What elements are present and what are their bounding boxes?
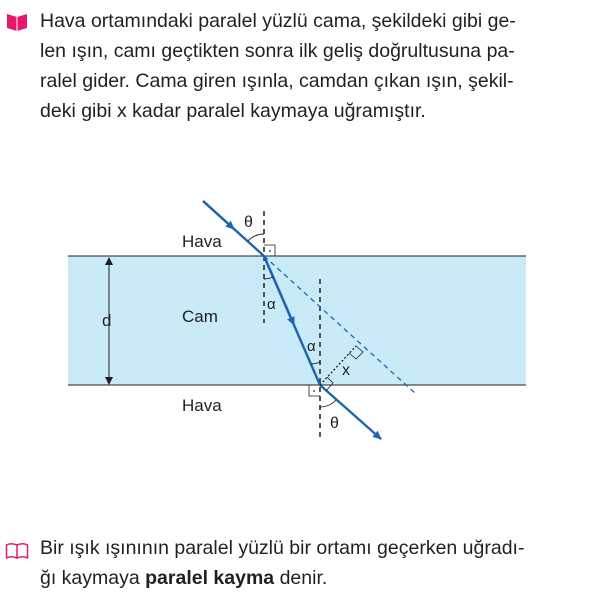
intro-line-4: deki gibi x kadar paralel kaymaya uğramıştır. [40,100,426,122]
intro-line-2: len ışın, camı geçtikten sonra ilk geliş doğrultusuna pa- [40,40,515,62]
intro-line-3: ralel gider. Cama giren ışınla, camdan çıkan ışın, şekil- [40,70,514,92]
intro-line-1: Hava ortamındaki paralel yüzlü cama, şekildeki gibi ge- [40,10,516,32]
thickness-label: d [102,311,112,330]
exit-angle-arc [320,400,336,407]
incidence-angle-label: θ [244,214,253,231]
refraction-angle-label-top: α [267,296,276,313]
definition-line-1: Bir ışık ışınının paralel yüzlü bir ortamı geçerken uğradı- [40,537,525,559]
exit-angle-label: θ [330,415,339,432]
definition-line-2-suffix: denir. [274,567,328,589]
right-angle-dot-bottom [313,390,315,392]
bottom-medium-label: Hava [182,396,222,415]
right-angle-dot-top [269,250,271,252]
top-medium-label: Hava [182,232,222,251]
intro-paragraph [40,6,588,126]
definition-line-2 [40,563,588,593]
parallel-shift-diagram [68,183,526,445]
definition-paragraph [40,533,588,593]
open-book-icon [5,542,29,560]
incident-ray-arrow [203,201,234,229]
shift-label: x [342,362,350,379]
refraction-angle-label-bottom: α [307,338,316,355]
glass-slab [68,256,526,385]
incidence-angle-arc [248,234,264,241]
definition-line-2-prefix: ğı kaymaya [40,567,146,589]
definition-term: paralel kayma [145,567,275,589]
book-icon [6,12,28,32]
middle-medium-label: Cam [182,307,218,326]
